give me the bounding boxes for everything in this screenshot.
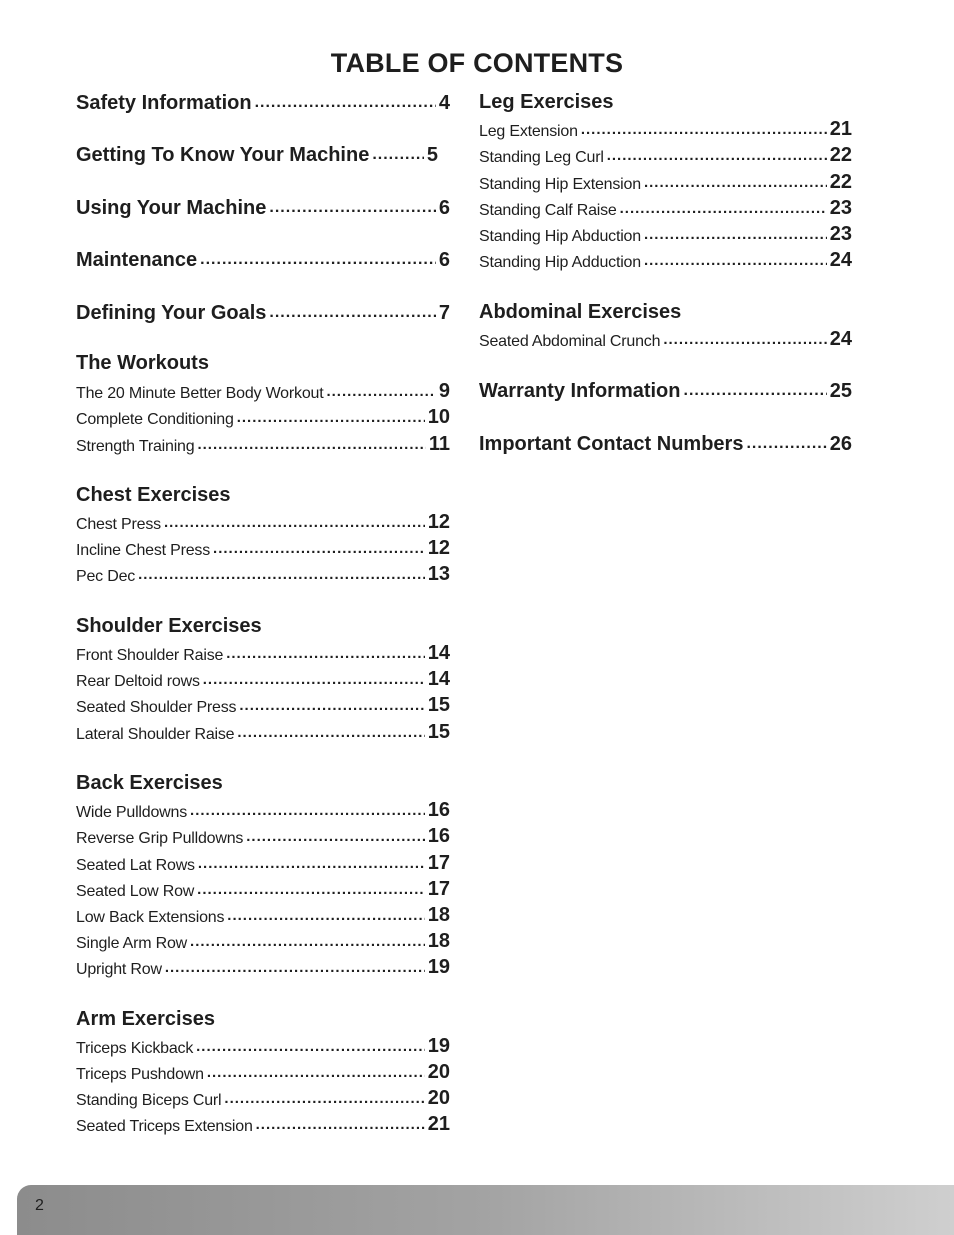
toc-entry-page: 11 bbox=[428, 433, 450, 455]
section-heading-leg: Leg Exercises bbox=[479, 91, 614, 113]
dot-leader bbox=[607, 148, 827, 167]
dot-leader bbox=[138, 567, 425, 586]
toc-entry-page: 10 bbox=[427, 406, 450, 428]
dot-leader bbox=[239, 698, 424, 717]
section-heading-chest: Chest Exercises bbox=[76, 484, 231, 506]
toc-entry-rear-deltoid-rows[interactable] bbox=[76, 665, 450, 691]
dot-leader bbox=[207, 1065, 425, 1084]
dot-leader bbox=[746, 436, 826, 456]
toc-entry-page: 19 bbox=[427, 1035, 450, 1057]
toc-entry-front-shoulder-raise[interactable] bbox=[76, 639, 450, 665]
toc-entry-label: Rear Deltoid rows bbox=[76, 673, 200, 690]
toc-entry-chest-press[interactable] bbox=[76, 508, 450, 534]
dot-leader bbox=[644, 253, 827, 272]
toc-entry-page: 21 bbox=[427, 1113, 450, 1135]
toc-entry-page: 25 bbox=[829, 380, 852, 402]
toc-entry-page: 22 bbox=[829, 171, 852, 193]
dot-leader bbox=[581, 122, 827, 141]
toc-entry-page: 12 bbox=[427, 511, 450, 533]
toc-entry-label: Upright Row bbox=[76, 961, 162, 978]
toc-entry-page: 17 bbox=[427, 852, 450, 874]
dot-leader bbox=[663, 332, 826, 351]
toc-entry-standing-leg-curl[interactable] bbox=[479, 141, 852, 167]
toc-entry-label: Triceps Pushdown bbox=[76, 1066, 204, 1083]
toc-entry-label: Standing Hip Abduction bbox=[479, 228, 641, 245]
page-title: TABLE OF CONTENTS bbox=[330, 48, 624, 78]
toc-entry-label: Seated Abdominal Crunch bbox=[479, 333, 661, 350]
toc-entry-page: 7 bbox=[438, 302, 450, 324]
toc-entry-wide-pulldowns[interactable] bbox=[76, 796, 450, 822]
toc-entry-page: 20 bbox=[427, 1087, 450, 1109]
toc-entry-label: Standing Leg Curl bbox=[479, 149, 604, 166]
toc-entry-page: 18 bbox=[427, 930, 450, 952]
section-heading-workouts: The Workouts bbox=[76, 352, 209, 374]
dot-leader bbox=[197, 437, 425, 456]
toc-entry-strength-training[interactable] bbox=[76, 430, 450, 456]
toc-entry-seated-lat-rows[interactable] bbox=[76, 849, 450, 875]
dot-leader bbox=[203, 672, 425, 691]
toc-entry-page: 13 bbox=[427, 563, 450, 585]
toc-entry-maintenance[interactable] bbox=[76, 246, 450, 272]
toc-entry-label: Standing Calf Raise bbox=[479, 202, 617, 219]
dot-leader bbox=[620, 201, 827, 220]
toc-entry-standing-hip-extension[interactable] bbox=[479, 168, 852, 194]
page-number: 2 bbox=[35, 1197, 44, 1214]
toc-entry-label: Standing Hip Adduction bbox=[479, 254, 641, 271]
toc-entry-label: Reverse Grip Pulldowns bbox=[76, 830, 244, 847]
dot-leader bbox=[255, 95, 436, 115]
dot-leader bbox=[372, 147, 424, 167]
toc-entry-page: 14 bbox=[427, 642, 450, 664]
toc-entry-safety-information[interactable] bbox=[76, 89, 450, 115]
toc-entry-page: 23 bbox=[829, 223, 852, 245]
dot-leader bbox=[269, 305, 435, 325]
section-heading-back: Back Exercises bbox=[76, 772, 223, 794]
dot-leader bbox=[227, 908, 424, 927]
dot-leader bbox=[684, 383, 827, 403]
toc-entry-leg-extension[interactable] bbox=[479, 115, 852, 141]
toc-entry-page: 4 bbox=[438, 92, 450, 114]
toc-entry-label: Strength Training bbox=[76, 438, 195, 455]
toc-entry-label: The 20 Minute Better Body Workout bbox=[76, 385, 324, 402]
dot-leader bbox=[256, 1117, 425, 1136]
section-heading-shoulder: Shoulder Exercises bbox=[76, 615, 262, 637]
toc-entry-pec-dec[interactable] bbox=[76, 560, 450, 586]
toc-entry-standing-hip-adduction[interactable] bbox=[479, 246, 852, 272]
toc-entry-label: Warranty Information bbox=[479, 380, 681, 402]
dot-leader bbox=[326, 384, 435, 403]
toc-entry-page: 24 bbox=[829, 249, 852, 271]
toc-entry-label: Incline Chest Press bbox=[76, 542, 211, 559]
toc-entry-triceps-kickback[interactable] bbox=[76, 1032, 450, 1058]
toc-entry-page: 12 bbox=[427, 537, 450, 559]
toc-entry-label: Single Arm Row bbox=[76, 935, 188, 952]
section-heading-abdominal: Abdominal Exercises bbox=[479, 301, 682, 323]
toc-entry-page: 16 bbox=[427, 799, 450, 821]
dot-leader bbox=[269, 200, 435, 220]
toc-entry-label: Leg Extension bbox=[479, 123, 578, 140]
toc-entry-page: 6 bbox=[438, 197, 450, 219]
toc-entry-label: Chest Press bbox=[76, 516, 161, 533]
toc-entry-important-contact-numbers[interactable] bbox=[479, 430, 852, 456]
dot-leader bbox=[190, 803, 425, 822]
toc-entry-using-your-machine[interactable] bbox=[76, 194, 450, 220]
dot-leader bbox=[198, 856, 425, 875]
toc-entry-page: 20 bbox=[427, 1061, 450, 1083]
toc-entry-standing-calf-raise[interactable] bbox=[479, 194, 852, 220]
toc-entry-label: Getting To Know Your Machine bbox=[76, 144, 370, 166]
toc-entry-page: 18 bbox=[427, 904, 450, 926]
toc-entry-label: Seated Shoulder Press bbox=[76, 699, 237, 716]
toc-entry-label: Seated Triceps Extension bbox=[76, 1118, 253, 1135]
dot-leader bbox=[197, 882, 425, 901]
toc-entry-label: Triceps Kickback bbox=[76, 1040, 194, 1057]
dot-leader bbox=[164, 515, 425, 534]
toc-entry-getting-to-know[interactable] bbox=[76, 141, 438, 167]
toc-entry-standing-biceps-curl[interactable] bbox=[76, 1084, 450, 1110]
toc-entry-label: Lateral Shoulder Raise bbox=[76, 726, 235, 743]
toc-entry-label: Low Back Extensions bbox=[76, 909, 225, 926]
toc-entry-incline-chest-press[interactable] bbox=[76, 534, 450, 560]
toc-entry-page: 17 bbox=[427, 878, 450, 900]
toc-entry-20-minute-workout[interactable] bbox=[76, 377, 450, 403]
toc-entry-page: 15 bbox=[427, 721, 450, 743]
toc-entry-label: Standing Hip Extension bbox=[479, 176, 641, 193]
toc-entry-lateral-shoulder-raise[interactable] bbox=[76, 718, 450, 744]
toc-entry-page: 23 bbox=[829, 197, 852, 219]
toc-entry-page: 14 bbox=[427, 668, 450, 690]
dot-leader bbox=[226, 646, 425, 665]
dot-leader bbox=[246, 829, 425, 848]
toc-entry-complete-conditioning[interactable] bbox=[76, 403, 450, 429]
toc-entry-warranty-information[interactable] bbox=[479, 377, 852, 403]
toc-entry-page: 26 bbox=[829, 433, 852, 455]
toc-entry-page: 16 bbox=[427, 825, 450, 847]
dot-leader bbox=[213, 541, 425, 560]
toc-entry-defining-your-goals[interactable] bbox=[76, 299, 450, 325]
toc-entry-page: 22 bbox=[829, 144, 852, 166]
toc-entry-label: Pec Dec bbox=[76, 568, 136, 585]
toc-entry-label: Seated Low Row bbox=[76, 883, 195, 900]
toc-entry-low-back-extensions[interactable] bbox=[76, 901, 450, 927]
toc-entry-seated-shoulder-press[interactable] bbox=[76, 691, 450, 717]
toc-entry-label: Defining Your Goals bbox=[76, 302, 267, 324]
dot-leader bbox=[190, 934, 425, 953]
toc-entry-label: Front Shoulder Raise bbox=[76, 647, 224, 664]
toc-entry-triceps-pushdown[interactable] bbox=[76, 1058, 450, 1084]
dot-leader bbox=[644, 227, 827, 246]
toc-entry-standing-hip-abduction[interactable] bbox=[479, 220, 852, 246]
toc-entry-label: Maintenance bbox=[76, 249, 198, 271]
toc-entry-label: Wide Pulldowns bbox=[76, 804, 188, 821]
dot-leader bbox=[237, 725, 424, 744]
toc-entry-seated-triceps-extension[interactable] bbox=[76, 1110, 450, 1136]
toc-entry-page: 21 bbox=[829, 118, 852, 140]
toc-entry-label: Seated Lat Rows bbox=[76, 857, 195, 874]
footer-bar bbox=[17, 1185, 954, 1235]
toc-entry-seated-low-row[interactable] bbox=[76, 875, 450, 901]
toc-entry-label: Standing Biceps Curl bbox=[76, 1092, 222, 1109]
toc-entry-reverse-grip-pulldowns[interactable] bbox=[76, 822, 450, 848]
toc-entry-page: 15 bbox=[427, 694, 450, 716]
dot-leader bbox=[165, 960, 425, 979]
toc-entry-label: Safety Information bbox=[76, 92, 252, 114]
toc-entry-label: Complete Conditioning bbox=[76, 411, 234, 428]
toc-entry-seated-abdominal-crunch[interactable] bbox=[479, 325, 852, 351]
toc-entry-label: Important Contact Numbers bbox=[479, 433, 744, 455]
toc-entry-label: Using Your Machine bbox=[76, 197, 267, 219]
toc-entry-page: 9 bbox=[438, 380, 450, 402]
dot-leader bbox=[237, 410, 425, 429]
toc-entry-page: 24 bbox=[829, 328, 852, 350]
toc-entry-page: 19 bbox=[427, 956, 450, 978]
dot-leader bbox=[224, 1091, 424, 1110]
toc-entry-page: 5 bbox=[426, 144, 438, 166]
toc-entry-page: 6 bbox=[438, 249, 450, 271]
dot-leader bbox=[644, 175, 827, 194]
section-heading-arm: Arm Exercises bbox=[76, 1008, 215, 1030]
dot-leader bbox=[196, 1039, 425, 1058]
toc-entry-single-arm-row[interactable] bbox=[76, 927, 450, 953]
dot-leader bbox=[200, 252, 436, 272]
toc-entry-upright-row[interactable] bbox=[76, 953, 450, 979]
